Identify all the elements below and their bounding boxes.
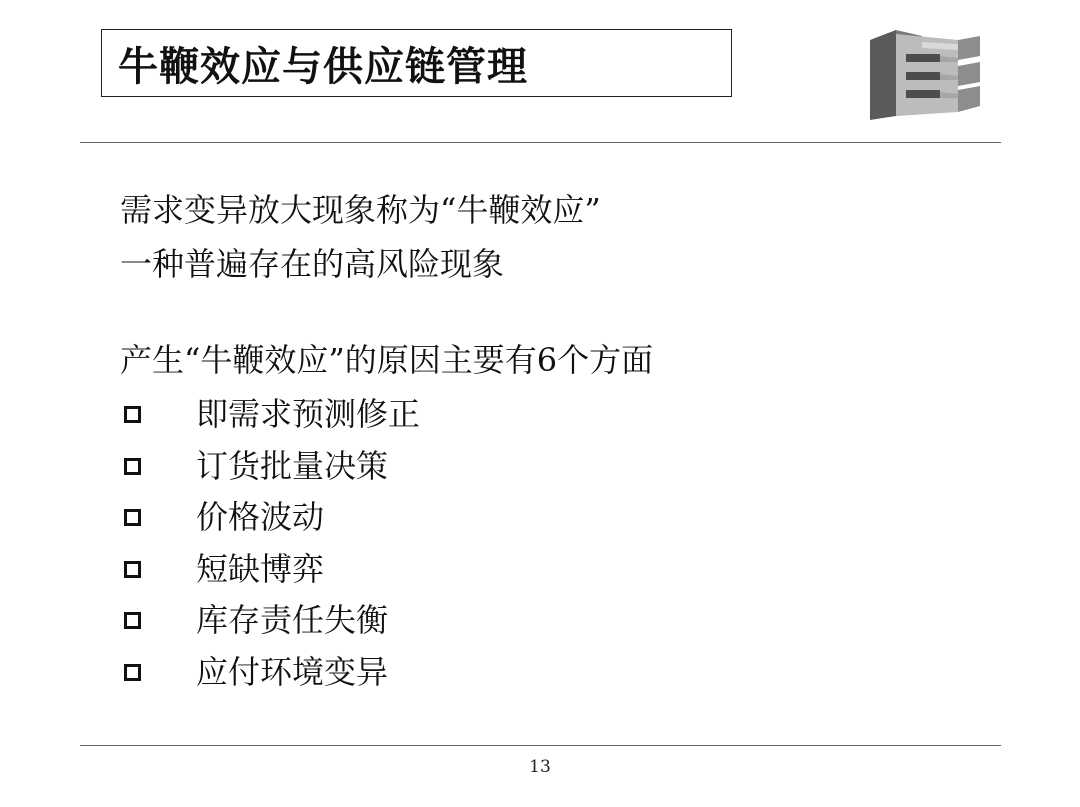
bullet-item bbox=[124, 652, 389, 692]
bullet-item bbox=[124, 394, 421, 434]
bullet-text: 短缺博弈 bbox=[196, 550, 325, 588]
bullet-item bbox=[124, 549, 325, 589]
bullet-text: 价格波动 bbox=[196, 498, 325, 536]
3d-block-logo-icon bbox=[866, 26, 986, 121]
text-line-3: 产生“牛鞭效应”的原因主要有6个方面 bbox=[120, 341, 654, 379]
top-divider bbox=[80, 142, 1001, 143]
checkbox-icon bbox=[124, 664, 141, 681]
checkbox-icon bbox=[124, 458, 141, 475]
text-line-2: 一种普遍存在的高风险现象 bbox=[120, 245, 505, 283]
slide-title: 牛鞭效应与供应链管理 bbox=[118, 43, 528, 90]
bullet-item bbox=[124, 600, 389, 640]
checkbox-icon bbox=[124, 561, 141, 578]
bullet-text: 库存责任失衡 bbox=[196, 601, 389, 639]
checkbox-icon bbox=[124, 612, 141, 629]
bullet-text: 应付环境变异 bbox=[196, 653, 389, 691]
bullet-item bbox=[124, 446, 389, 486]
checkbox-icon bbox=[124, 509, 141, 526]
text-line-1: 需求变异放大现象称为“牛鞭效应” bbox=[120, 191, 601, 229]
page-number: 13 bbox=[529, 757, 551, 777]
bullet-text: 订货批量决策 bbox=[196, 447, 389, 485]
bullet-item bbox=[124, 497, 325, 537]
bottom-divider bbox=[80, 745, 1001, 746]
bullet-text: 即需求预测修正 bbox=[196, 395, 421, 433]
title-box bbox=[101, 29, 732, 97]
checkbox-icon bbox=[124, 406, 141, 423]
